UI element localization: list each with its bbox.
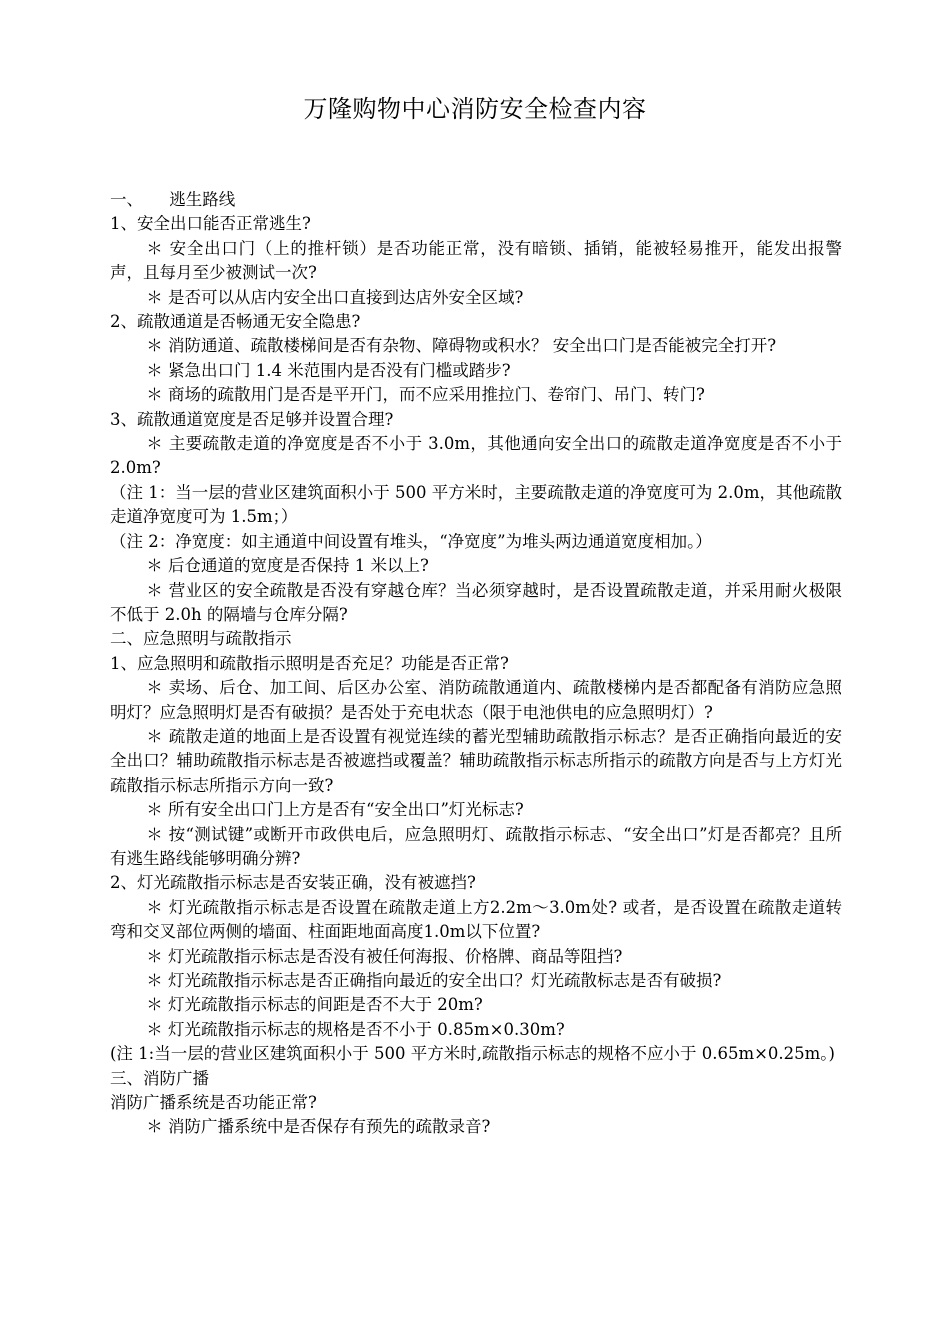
note-line: (注 1:当一层的营业区建筑面积小于 500 平方米时,疏散指示标志的规格不应小于 0.65m×0.25m。) xyxy=(110,1044,835,1064)
check-item: ＊ 按“测试键”或断开市政供电后，应急照明灯、疏散指示标志、“安全出口”灯是否都亮？且所有逃生路线能够明确分辨? xyxy=(110,824,842,868)
check-item: ＊ 灯光疏散指示标志的间距是否不大于 20m? xyxy=(146,995,483,1015)
note-line: （注 1：当一层的营业区建筑面积小于 500 平方米时，主要疏散走道的净宽度可为 2.0m，其他疏散走道净宽度可为 1.5m；） xyxy=(110,482,842,527)
check-item: ＊ 疏散走道的地面上是否设置有视觉连续的蓄光型辅助疏散指示标志？是否正确指向最近的安全出口？辅助疏散指示标志是否被遮挡或覆盖？辅助疏散指示标志所指示的疏散方向是否与上方灯光疏散指示标志所指示方向一致? xyxy=(110,726,842,795)
check-item: ＊ 灯光疏散指示标志是否没有被任何海报、价格牌、商品等阻挡? xyxy=(146,946,623,966)
check-item: ＊ 安全出口门（上的推杆锁）是否功能正常，没有暗锁、插销，能被轻易推开，能发出报警声，且每月至少被测试一次? xyxy=(110,238,842,283)
check-item: ＊ 所有安全出口门上方是否有“安全出口”灯光标志? xyxy=(146,800,524,820)
check-item: ＊ 营业区的安全疏散是否没有穿越仓库？当必须穿越时，是否设置疏散走道，并采用耐火极限不低于 2.0h 的隔墙与仓库分隔? xyxy=(110,580,842,624)
question-line: 消防广播系统是否功能正常? xyxy=(110,1093,317,1113)
check-item: ＊ 卖场、后仓、加工间、后区办公室、消防疏散通道内、疏散楼梯内是否都配备有消防应急照明灯？应急照明灯是否有破损？是否处于充电状态（限于电池供电的应急照明灯）? xyxy=(110,678,842,722)
check-item: ＊ 后仓通道的宽度是否保持 1 米以上? xyxy=(146,556,429,576)
question-line: 2、疏散通道是否畅通无安全隐患? xyxy=(110,312,361,332)
section-heading: 一、 逃生路线 xyxy=(110,190,236,209)
question-line: 3、疏散通道宽度是否足够并设置合理? xyxy=(110,409,394,429)
check-item: ＊ 灯光疏散指示标志是否设置在疏散走道上方2.2m～3.0m处? 或者，是否设置在疏散走道转弯和交叉部位两侧的墙面、柱面距地面高度1.0m以下位置? xyxy=(110,897,842,942)
check-item: ＊ 紧急出口门 1.4 米范围内是否没有门槛或踏步? xyxy=(146,360,511,380)
document-title: 万隆购物中心消防安全检查内容 xyxy=(303,95,647,123)
check-item: ＊ 主要疏散走道的净宽度是否不小于 3.0m，其他通向安全出口的疏散走道净宽度是否不小于 2.0m? xyxy=(110,434,842,478)
check-item: ＊ 灯光疏散指示标志的规格是否不小于 0.85m×0.30m? xyxy=(146,1019,565,1039)
question-line: 2、灯光疏散指示标志是否安装正确，没有被遮挡? xyxy=(110,873,476,893)
check-item: ＊ 商场的疏散用门是否是平开门，而不应采用推拉门、卷帘门、吊门、转门? xyxy=(146,385,705,405)
question-line: 1、应急照明和疏散指示照明是否充足？功能是否正常? xyxy=(110,653,509,673)
check-item: ＊ 是否可以从店内安全出口直接到达店外安全区域? xyxy=(146,287,524,307)
section-heading: 二、应急照明与疏散指示 xyxy=(110,629,292,649)
check-item: ＊ 消防通道、疏散楼梯间是否有杂物、障碍物或积水？ 安全出口门是否能被完全打开? xyxy=(146,336,777,356)
section-heading: 三、消防广播 xyxy=(110,1068,209,1088)
note-line: （注 2：净宽度：如主通道中间设置有堆头，“净宽度”为堆头两边通道宽度相加。） xyxy=(110,531,712,551)
check-item: ＊ 灯光疏散指示标志是否正确指向最近的安全出口？灯光疏散标志是否有破损? xyxy=(146,971,722,990)
question-line: 1、安全出口能否正常逃生? xyxy=(110,214,311,234)
check-item: ＊ 消防广播系统中是否保存有预先的疏散录音? xyxy=(146,1117,491,1137)
document-body xyxy=(110,188,842,1140)
